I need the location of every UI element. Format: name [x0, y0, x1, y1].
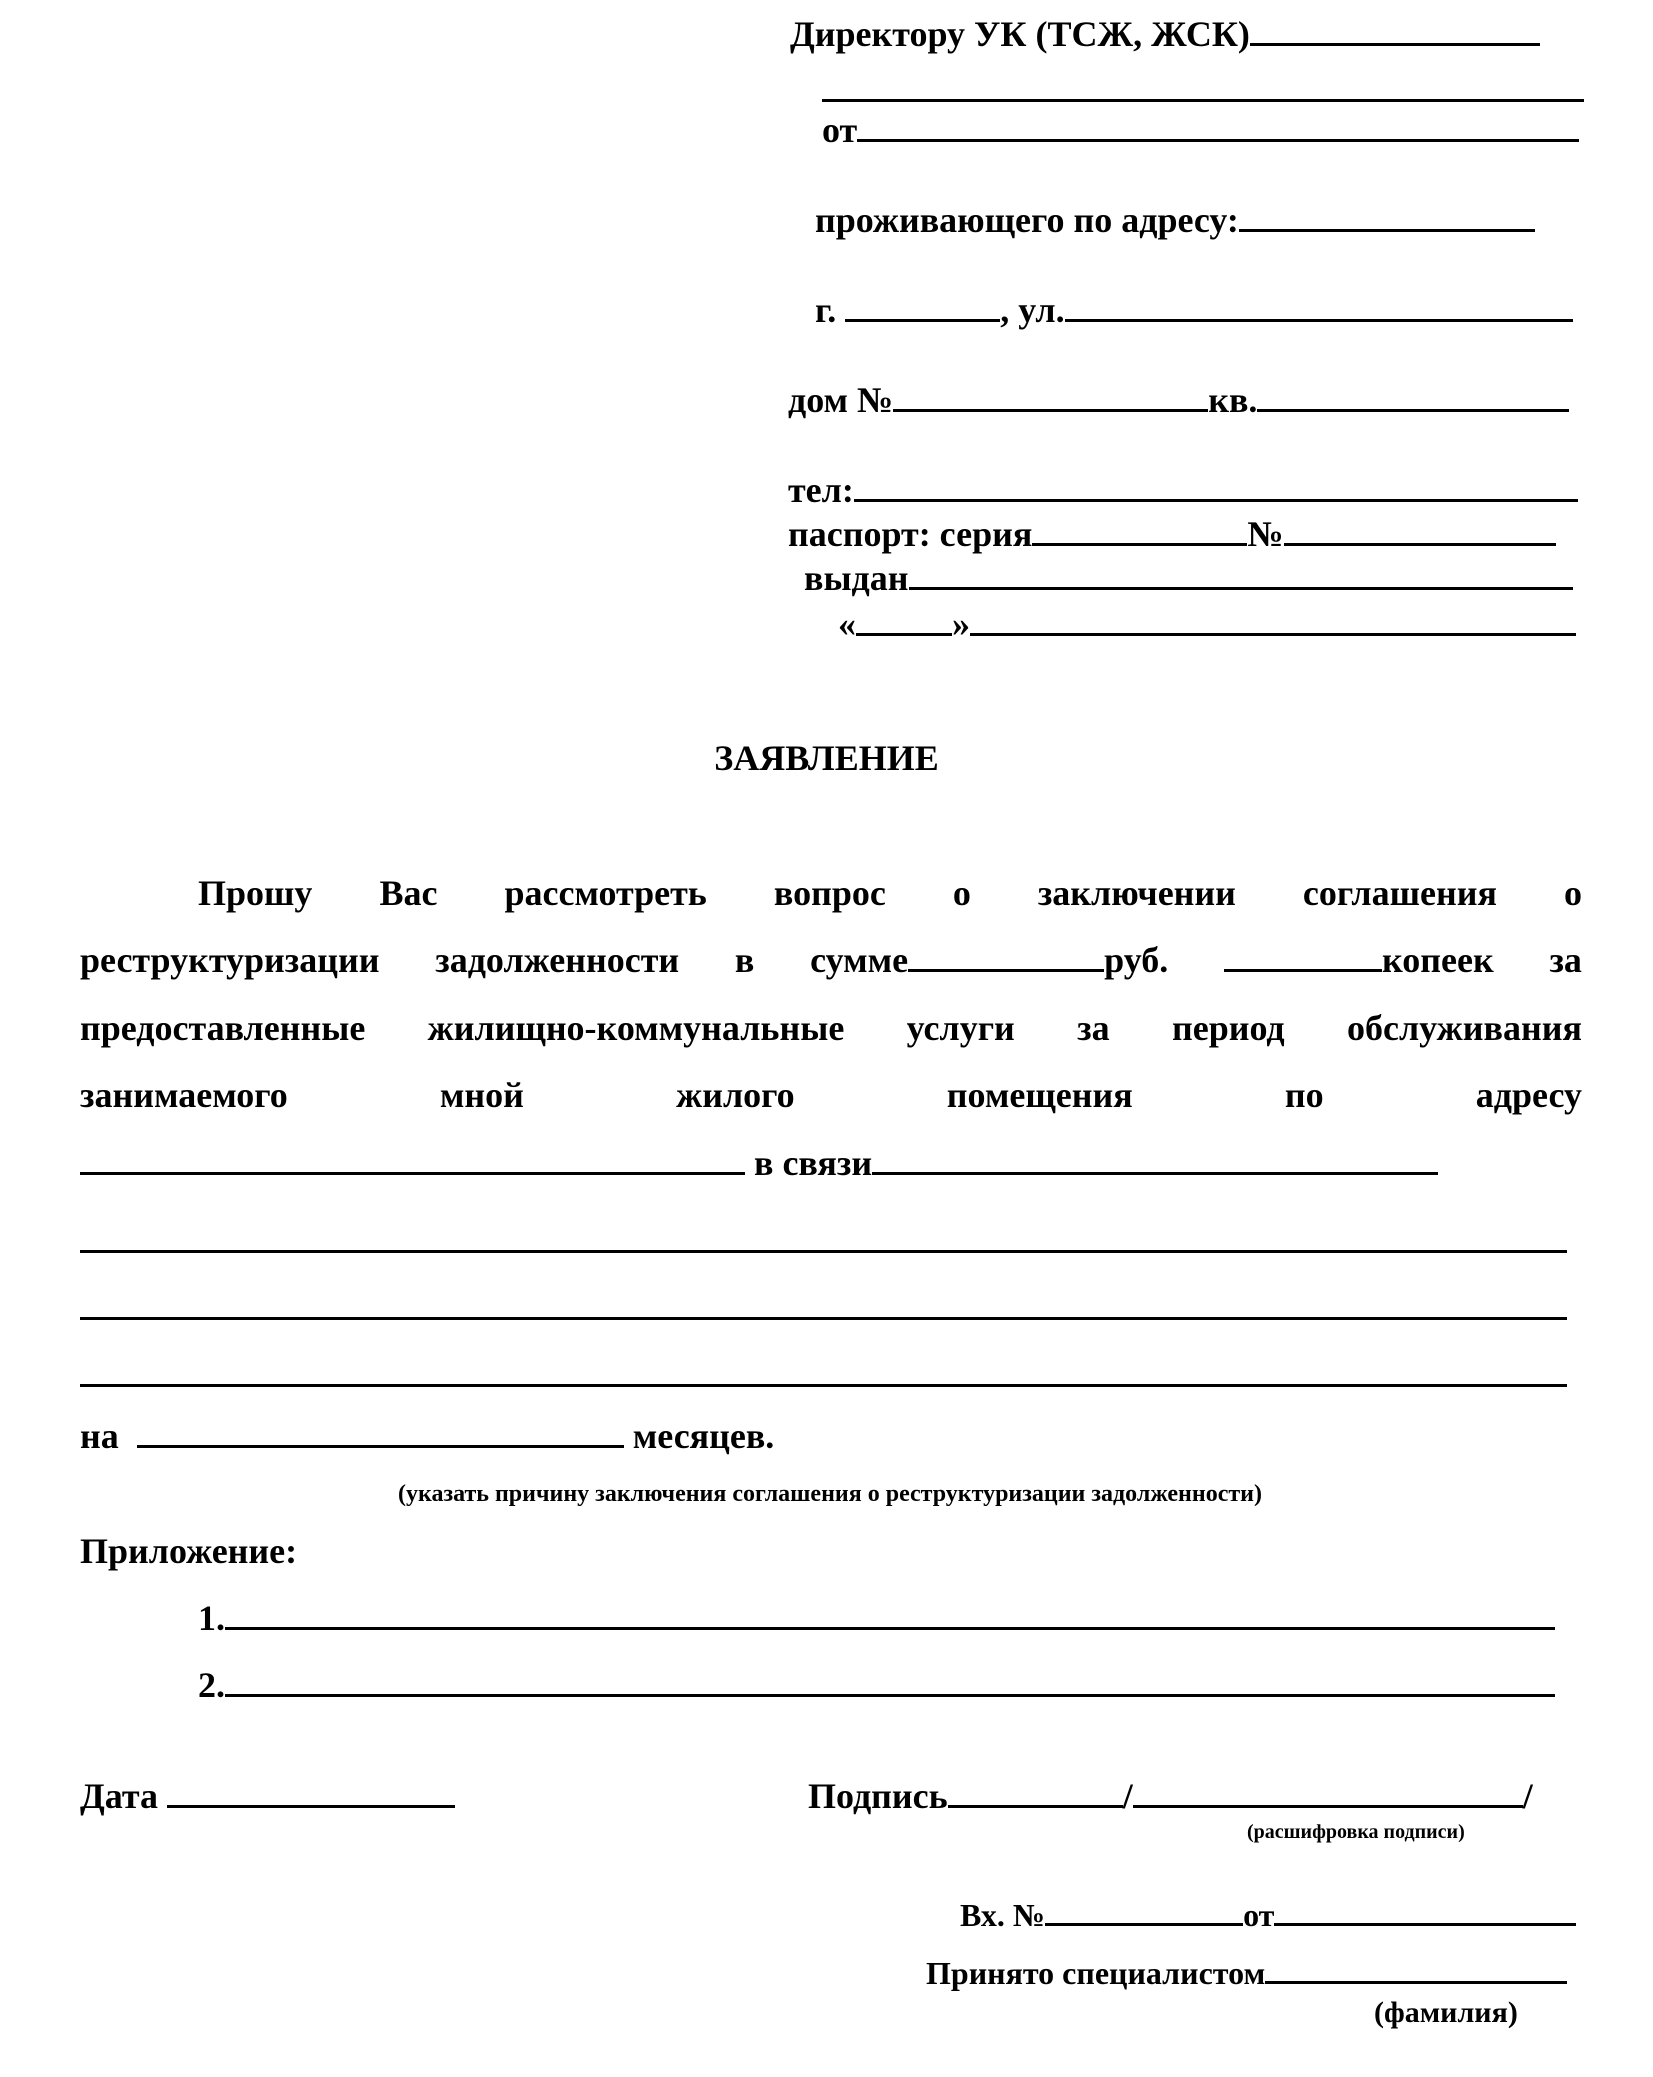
- apt-label: кв.: [1208, 380, 1258, 420]
- reason-field[interactable]: [872, 1171, 1438, 1175]
- residing-field[interactable]: [1239, 228, 1535, 232]
- appendix-item-number: 1.: [198, 1598, 225, 1638]
- addressee-label: Директору УК (ТСЖ, ЖСК): [790, 14, 1250, 54]
- signature-field[interactable]: [948, 1804, 1123, 1808]
- street-label: , ул.: [1000, 290, 1065, 330]
- word: о: [1563, 873, 1582, 913]
- word: обслуживания: [1346, 1008, 1582, 1048]
- reason-field-4[interactable]: [80, 1384, 1567, 1387]
- word: услуги: [906, 1008, 1015, 1048]
- word: заключении: [1037, 873, 1236, 913]
- kop-label: копеек: [1382, 940, 1494, 980]
- sum-group: [810, 942, 1168, 978]
- body-line-2: [80, 942, 1582, 978]
- city-field[interactable]: [845, 318, 1000, 322]
- body-line-3: [80, 1010, 1582, 1046]
- address-field[interactable]: [80, 1171, 745, 1175]
- word: в: [734, 940, 755, 980]
- rub-label: руб.: [1104, 940, 1169, 980]
- word: реструктуризации: [80, 940, 380, 980]
- sum-rub-field[interactable]: [908, 968, 1104, 972]
- signature-label: Подпись: [808, 1776, 948, 1816]
- slash: /: [1522, 1776, 1533, 1816]
- word: помещения: [946, 1075, 1133, 1115]
- word: период: [1171, 1008, 1285, 1048]
- addressee-field-2[interactable]: [822, 99, 1584, 102]
- issue-month-year-field[interactable]: [970, 632, 1576, 636]
- word: адресу: [1475, 1075, 1582, 1115]
- passport-label: паспорт: серия: [788, 514, 1033, 554]
- issue-day-field[interactable]: [856, 632, 952, 636]
- reason-field-3[interactable]: [80, 1317, 1567, 1320]
- word: соглашения: [1302, 873, 1497, 913]
- incoming-date-field[interactable]: [1274, 1922, 1576, 1926]
- from-line: [822, 112, 1579, 148]
- quote-open: «: [838, 604, 856, 644]
- appendix-item-2: [198, 1667, 1555, 1703]
- decoding-hint: (расшифровка подписи): [1247, 1821, 1465, 1843]
- incoming-from-label: от: [1243, 1897, 1275, 1933]
- reason-hint: (указать причину заключения соглашения о реструктуризации задолженности): [398, 1481, 1262, 1507]
- accepted-label: Принято специалистом: [926, 1955, 1266, 1991]
- date-field[interactable]: [167, 1804, 455, 1808]
- phone-field[interactable]: [854, 498, 1578, 502]
- city-street-line: [815, 292, 1573, 328]
- word: Прошу: [198, 873, 313, 913]
- appendix-field-2[interactable]: [225, 1693, 1555, 1697]
- passport-number-field[interactable]: [1284, 542, 1556, 546]
- passport-no-label: №: [1247, 514, 1284, 554]
- word: о: [952, 873, 971, 913]
- city-label: г.: [815, 290, 837, 330]
- document-title: ЗАЯВЛЕНИЕ: [714, 738, 939, 778]
- months-field[interactable]: [137, 1444, 624, 1448]
- surname-hint: (фамилия): [1374, 1996, 1518, 2029]
- incoming-number-field[interactable]: [1045, 1922, 1243, 1926]
- appendix-field-1[interactable]: [225, 1626, 1555, 1630]
- addressee-line: [790, 16, 1540, 52]
- street-field[interactable]: [1065, 318, 1573, 322]
- appendix-label: Приложение:: [80, 1531, 298, 1571]
- appendix-item-number: 2.: [198, 1665, 225, 1705]
- word: вопрос: [773, 873, 886, 913]
- word: по: [1284, 1075, 1324, 1115]
- kop-group: [1224, 942, 1494, 978]
- word: жилого: [676, 1075, 795, 1115]
- in-connection-label: в связи: [754, 1143, 873, 1183]
- from-label: от: [822, 110, 858, 150]
- slash: /: [1122, 1776, 1133, 1816]
- passport-series-field[interactable]: [1032, 542, 1247, 546]
- word: за: [1077, 1008, 1110, 1048]
- body-line-4: [80, 1077, 1582, 1113]
- passport-line: [788, 516, 1556, 552]
- issued-field[interactable]: [909, 586, 1573, 590]
- from-field[interactable]: [857, 138, 1579, 142]
- sum-kop-field[interactable]: [1224, 968, 1382, 972]
- issue-date-line: [838, 606, 1576, 642]
- months-label: месяцев.: [632, 1416, 775, 1456]
- date-line: [80, 1778, 455, 1814]
- quote-close: »: [952, 604, 970, 644]
- word: Вас: [379, 873, 438, 913]
- incoming-label: Вх. №: [960, 1897, 1046, 1933]
- signature-decoding-field[interactable]: [1133, 1804, 1523, 1808]
- phone-line: [788, 472, 1578, 508]
- reason-field-2[interactable]: [80, 1250, 1567, 1253]
- house-label: дом №: [788, 380, 894, 420]
- word: мной: [439, 1075, 524, 1115]
- na-label: на: [80, 1416, 119, 1456]
- word: жилищно-коммунальные: [427, 1008, 845, 1048]
- addressee-field[interactable]: [1250, 42, 1540, 46]
- word: рассмотреть: [504, 873, 707, 913]
- accepted-line: [926, 1955, 1567, 1992]
- word: занимаемого: [80, 1075, 288, 1115]
- incoming-line: [960, 1897, 1576, 1934]
- house-field[interactable]: [893, 408, 1208, 412]
- word: сумме: [810, 940, 909, 980]
- body-line-1: [198, 875, 1582, 911]
- word: за: [1549, 940, 1582, 980]
- house-apt-line: [788, 382, 1569, 418]
- issued-label: выдан: [804, 558, 909, 598]
- word: задолженности: [435, 940, 680, 980]
- phone-label: тел:: [788, 470, 854, 510]
- signature-line: [808, 1778, 1533, 1814]
- apt-field[interactable]: [1257, 408, 1569, 412]
- body-line-5: [80, 1145, 1438, 1181]
- residing-label: проживающего по адресу:: [815, 200, 1239, 240]
- specialist-field[interactable]: [1265, 1980, 1567, 1984]
- residing-line: [815, 202, 1535, 238]
- appendix-item-1: [198, 1600, 1555, 1636]
- date-label: Дата: [80, 1776, 158, 1816]
- months-line: [80, 1418, 774, 1454]
- issued-line: [804, 560, 1573, 596]
- word: предоставленные: [80, 1008, 366, 1048]
